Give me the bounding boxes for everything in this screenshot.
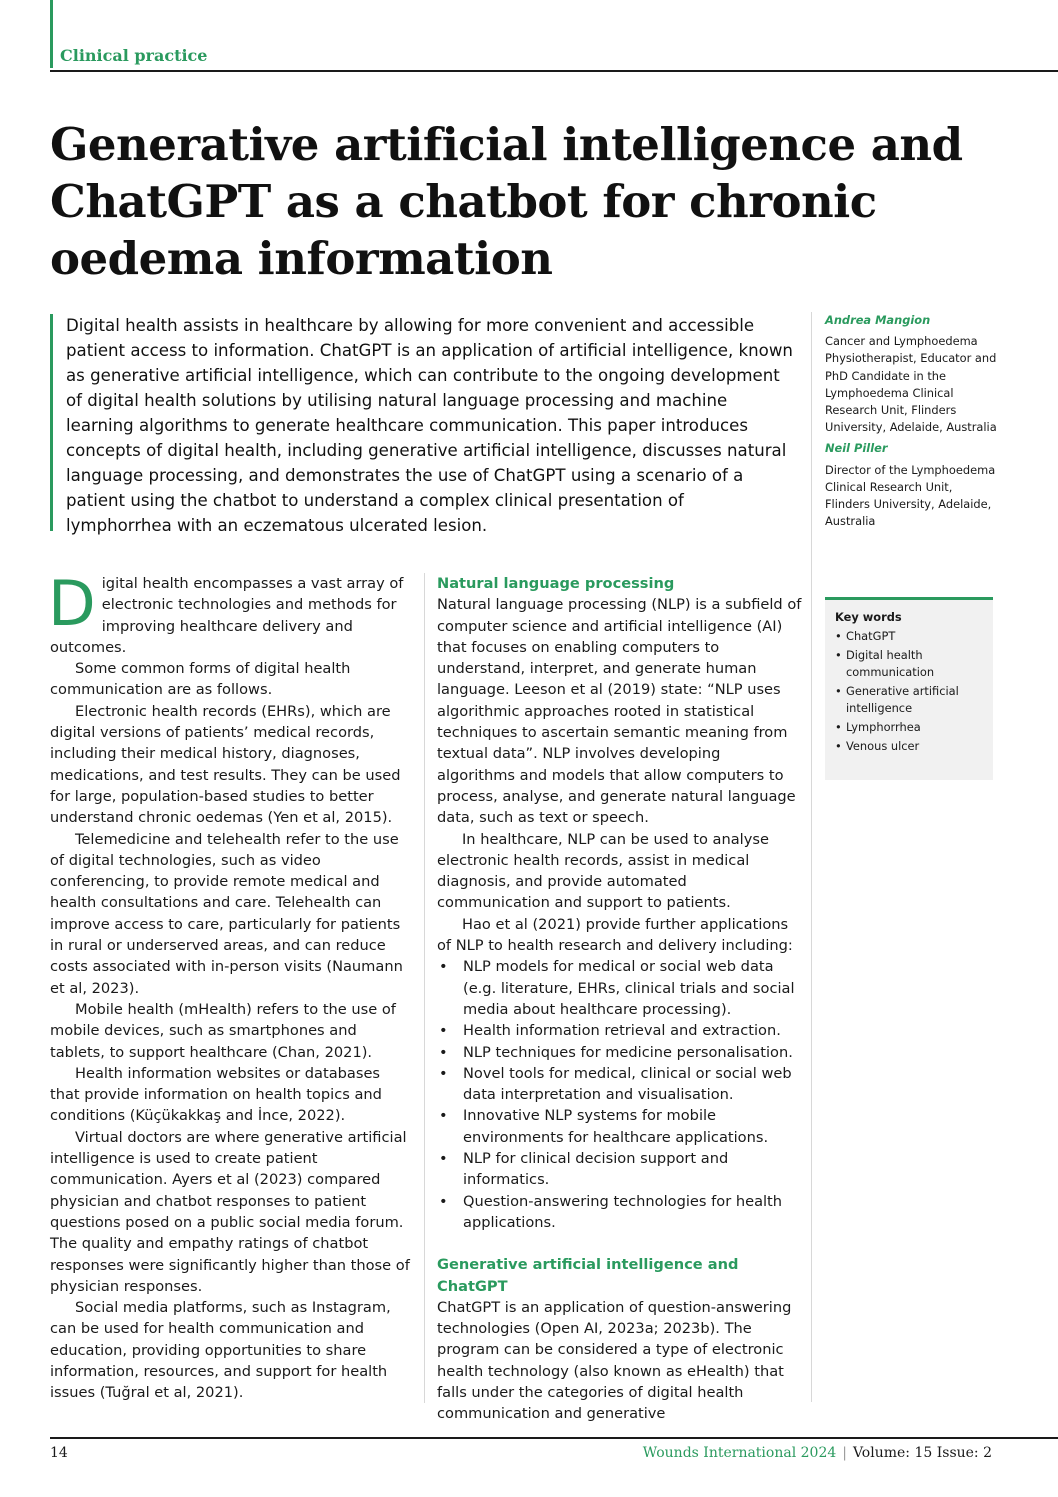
body-column-left [48,567,412,1404]
section-label: Clinical practice [60,46,208,65]
author-list [825,312,997,534]
list-item: • NLP models for medical or social web data (e.g. literature, EHRs, clinical trials and social media about healthcare processing). [437,956,802,1020]
paragraph: igital health encompasses a vast array of electronic technologies and methods for improving healthcare delivery and outcomes. [50,575,404,656]
paragraph: Mobile health (mHealth) refers to the use of mobile devices, such as smartphones and tablets, to support healthcare (Chan, 2021). [50,1000,396,1061]
paragraph: Social media platforms, such as Instagram, can be used for health communication and education, providing opportunities to share information, resources, and support for health issues (Tuğral et al, 2021). [50,1299,391,1402]
list-item: • Innovative NLP systems for mobile environments for healthcare applications. [437,1105,802,1148]
section-heading: Generative artificial intelligence and ChatGPT [437,1256,739,1295]
author-name: Neil Piller [825,441,888,456]
list-item: • Question-answering technologies for health applications. [437,1191,802,1234]
page-number: 14 [50,1445,68,1461]
paragraph: Health information websites or databases that provide information on health topics and conditions (Küçükakkaş and İnce, 2022). [50,1064,382,1125]
column-divider [424,573,425,1403]
list-item: • NLP techniques for medicine personalisation. [437,1042,802,1063]
author-affiliation: Cancer and Lymphoedema Physiotherapist, Educator and PhD Candidate in the Lymphoedema Clinical Research Unit, Flinders University, Adelaide, Australia [825,334,997,435]
abstract-accent-bar [50,314,53,531]
list-item: • Health information retrieval and extraction. [437,1020,802,1041]
keywords-box [825,597,993,780]
body-column-right [437,573,802,1425]
keyword-item: • ChatGPT [835,628,983,645]
keyword-item: • Venous ulcer [835,738,983,755]
keyword-item: • Generative artificial intelligence [835,683,983,717]
list-item: • NLP for clinical decision support and informatics. [437,1148,802,1191]
paragraph: Electronic health records (EHRs), which are digital versions of patients’ medical records, including their medical history, diagnoses, medications, and test results. They can be used for large, population-based studies to better understand chronic oedemas (Yen et al, 2015). [50,702,401,827]
nlp-applications-list [437,956,802,1233]
footer-separator: | [842,1445,847,1461]
paragraph: ChatGPT is an application of question-answering technologies (Open AI, 2023a; 2023b). The program can be considered a type of electronic health technology (also known as eHealth) that falls under the categories of digital health communication and generative [437,1298,792,1423]
paragraph: Some common forms of digital health communication are as follows. [50,660,351,699]
author-name: Andrea Mangion [825,313,931,327]
list-item: • Novel tools for medical, clinical or social web data interpretation and visualisation. [437,1063,802,1106]
paragraph: Natural language processing (NLP) is a subfield of computer science and artificial intelligence (AI) that focuses on enabling computers to understand, interpret, and generate human language. Leeson et al (2019) state: “NLP uses algorithmic approaches rooted in statistical techniques to ascertain semantic meaning from textual data”. NLP involves developing algorithms and models that allow computers to process, analyse, and generate natural language data, such as text or speech. [437,596,802,827]
keywords-title: Key words [835,610,902,624]
section-accent-bar [50,0,53,68]
drop-cap: D [48,567,96,640]
footer-rule [50,1437,1058,1439]
paragraph: Hao et al (2021) provide further applications of NLP to health research and delivery including: [437,915,793,955]
sidebar-divider [811,312,812,1402]
article-title: Generative artificial intelligence and ChatGPT as a chatbot for chronic oedema information [50,118,963,285]
paragraph: In healthcare, NLP can be used to analyse electronic health records, assist in medical diagnosis, and provide automated communication and support to patients. [437,830,769,912]
paragraph: Virtual doctors are where generative artificial intelligence is used to create patient communication. Ayers et al (2023) compared physician and chatbot responses to patient questions posed on a public social media forum. The quality and empathy ratings of chatbot responses were significantly higher than those of physician responses. [50,1128,410,1295]
header-rule [50,70,1058,72]
issue-info: Volume: 15 Issue: 2 [852,1445,992,1461]
section-heading: Natural language processing [437,575,675,592]
paragraph: Telemedicine and telehealth refer to the use of digital technologies, such as video conferencing, to provide remote medical and health consultations and care. Telehealth can improve access to care, particularly for patients in rural or underserved areas, and can reduce costs associated with in-person visits (Naumann et al, 2023). [50,830,403,997]
keyword-item: • Lymphorrhea [835,719,983,736]
spacer [437,1233,802,1254]
footer-journal-info [643,1445,992,1461]
journal-name: Wounds International 2024 [642,1445,837,1461]
keywords-list [835,628,983,755]
abstract: Digital health assists in healthcare by allowing for more convenient and accessible patient access to information. ChatGPT is an application of artificial intelligence, known as generative artificial intelligence, which can contribute to the ongoing development of digital health solutions by utilising natural language processing and machine learning algorithms to generate healthcare communication. This paper introduces concepts of digital health, including generative artificial intelligence, discusses natural language processing, and demonstrates the use of ChatGPT using a scenario of a patient using the chatbot to understand a complex clinical presentation of lymphorrhea with an eczematous ulcerated lesion. [66,316,793,535]
keyword-item: • Digital health communication [835,647,983,681]
author-affiliation: Director of the Lymphoedema Clinical Research Unit, Flinders University, Adelaide, Australia [825,462,996,529]
